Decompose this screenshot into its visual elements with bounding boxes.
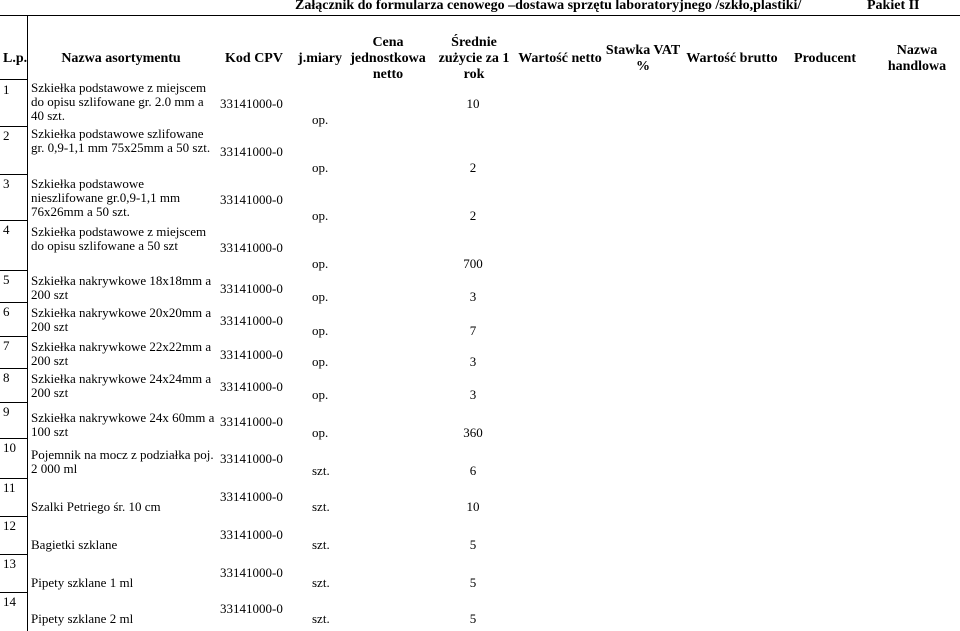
col-header-lp: L.p. — [3, 51, 28, 66]
col-header-cena: Cena jednostkowa netto — [350, 35, 426, 82]
row-nazwa: Szkiełka podstawowe szlifowane gr. 0,9-1,1 mm 75x25mm a 50 szt. — [31, 126, 211, 155]
row-separator — [0, 438, 27, 439]
row-qty: 6 — [469, 463, 477, 478]
row-qty: 700 — [463, 256, 483, 271]
row-kod: 33141000-0 — [220, 281, 283, 296]
row-jm: szt. — [312, 463, 330, 478]
row-kod: 33141000-0 — [220, 240, 283, 255]
row-qty: 3 — [469, 387, 477, 402]
row-qty: 7 — [469, 323, 477, 338]
row-jm: op. — [312, 112, 329, 127]
row-jm: op. — [312, 354, 329, 369]
row-lp: 14 — [3, 594, 16, 609]
row-kod: 33141000-0 — [220, 313, 283, 328]
row-jm: op. — [312, 160, 329, 175]
col-header-vat: Stawka VAT % — [605, 43, 681, 74]
row-jm: op. — [312, 256, 329, 271]
row-jm: szt. — [312, 611, 330, 626]
row-separator — [0, 516, 27, 517]
row-qty: 5 — [469, 611, 477, 626]
row-separator — [0, 336, 27, 337]
row-nazwa: Szkiełka nakrywkowe 24x24mm a 200 szt — [31, 371, 212, 400]
row-nazwa: Szkiełka nakrywkowe 24x 60mm a 100 szt — [31, 410, 215, 439]
row-qty: 3 — [469, 289, 477, 304]
row-jm: op. — [312, 425, 329, 440]
col-header-zuzycie: Średnie zużycie za 1 rok — [438, 35, 510, 82]
row-separator — [0, 220, 27, 221]
row-nazwa: Pojemnik na mocz z podziałka poj. 2 000 ml — [31, 447, 214, 476]
row-qty: 10 — [466, 499, 480, 514]
row-separator — [0, 368, 27, 369]
row-kod: 33141000-0 — [220, 347, 283, 362]
row-lp: 6 — [3, 304, 10, 319]
lp-column-divider — [27, 15, 28, 631]
row-kod: 33141000-0 — [220, 379, 283, 394]
row-jm: op. — [312, 323, 329, 338]
pakiet-label: Pakiet II — [867, 0, 920, 13]
col-header-wartosc-brutto: Wartość brutto — [686, 51, 778, 66]
row-qty: 5 — [469, 537, 477, 552]
row-nazwa: Szkiełka podstawowe nieszlifowane gr.0,9-1,1 mm 76x26mm a 50 szt. — [31, 176, 181, 219]
row-nazwa: Szkiełka nakrywkowe 18x18mm a 200 szt — [31, 273, 212, 302]
col-header-nazwa-handlowa: Nazwa handlowa — [887, 43, 947, 74]
row-lp: 1 — [3, 82, 10, 97]
row-qty: 2 — [469, 160, 477, 175]
row-nazwa: Szkiełka nakrywkowe 22x22mm a 200 szt — [31, 339, 212, 368]
row-kod: 33141000-0 — [220, 144, 283, 159]
col-header-kod: Kod CPV — [225, 51, 283, 66]
row-qty: 10 — [466, 96, 480, 111]
row-jm: szt. — [312, 499, 330, 514]
row-lp: 13 — [3, 556, 16, 571]
row-jm: szt. — [312, 575, 330, 590]
row-jm: szt. — [312, 537, 330, 552]
row-separator — [0, 270, 27, 271]
row-kod: 33141000-0 — [220, 192, 283, 207]
row-lp: 2 — [3, 128, 10, 143]
row-lp: 5 — [3, 272, 10, 287]
col-header-nazwa: Nazwa asortymentu — [61, 51, 181, 66]
row-nazwa: Szkiełka podstawowe z miejscem do opisu szlifowane gr. 2.0 mm a 40 szt. — [31, 80, 207, 123]
row-jm: op. — [312, 289, 329, 304]
row-kod: 33141000-0 — [220, 565, 283, 580]
row-qty: 360 — [463, 425, 483, 440]
row-separator — [0, 126, 27, 127]
row-qty: 5 — [469, 575, 477, 590]
row-nazwa: Pipety szklane 2 ml — [31, 611, 134, 626]
row-separator — [0, 302, 27, 303]
col-header-jm: j.miary — [298, 51, 342, 66]
row-nazwa: Szalki Petriego śr. 10 cm — [31, 499, 161, 514]
row-separator — [0, 174, 27, 175]
row-qty: 2 — [469, 208, 477, 223]
row-kod: 33141000-0 — [220, 96, 283, 111]
row-kod: 33141000-0 — [220, 601, 283, 616]
row-qty: 3 — [469, 354, 477, 369]
row-separator — [0, 592, 27, 593]
row-kod: 33141000-0 — [220, 451, 283, 466]
row-lp: 7 — [3, 338, 10, 353]
row-lp: 12 — [3, 518, 16, 533]
row-kod: 33141000-0 — [220, 527, 283, 542]
row-lp: 8 — [3, 370, 10, 385]
row-nazwa: Szkiełka nakrywkowe 20x20mm a 200 szt — [31, 305, 212, 334]
row-nazwa: Pipety szklane 1 ml — [31, 575, 134, 590]
row-lp: 4 — [3, 222, 10, 237]
row-jm: op. — [312, 208, 329, 223]
header-bottom-line — [0, 79, 27, 80]
row-lp: 9 — [3, 404, 10, 419]
row-nazwa: Bagietki szklane — [31, 537, 118, 552]
row-lp: 11 — [3, 480, 16, 495]
row-kod: 33141000-0 — [220, 489, 283, 504]
col-header-wartosc-netto: Wartość netto — [518, 51, 602, 66]
row-kod: 33141000-0 — [220, 414, 283, 429]
row-jm: op. — [312, 387, 329, 402]
row-lp: 10 — [3, 440, 16, 455]
row-nazwa: Szkiełka podstawowe z miejscem do opisu szlifowane a 50 szt — [31, 224, 207, 253]
row-separator — [0, 478, 27, 479]
row-lp: 3 — [3, 176, 10, 191]
document-header — [0, 0, 960, 16]
document-title: Załącznik do formularza cenowego –dostawa sprzętu laboratoryjnego /szkło,plastiki/ — [295, 0, 802, 13]
row-separator — [0, 402, 27, 403]
col-header-producent: Producent — [794, 51, 856, 66]
row-separator — [0, 554, 27, 555]
